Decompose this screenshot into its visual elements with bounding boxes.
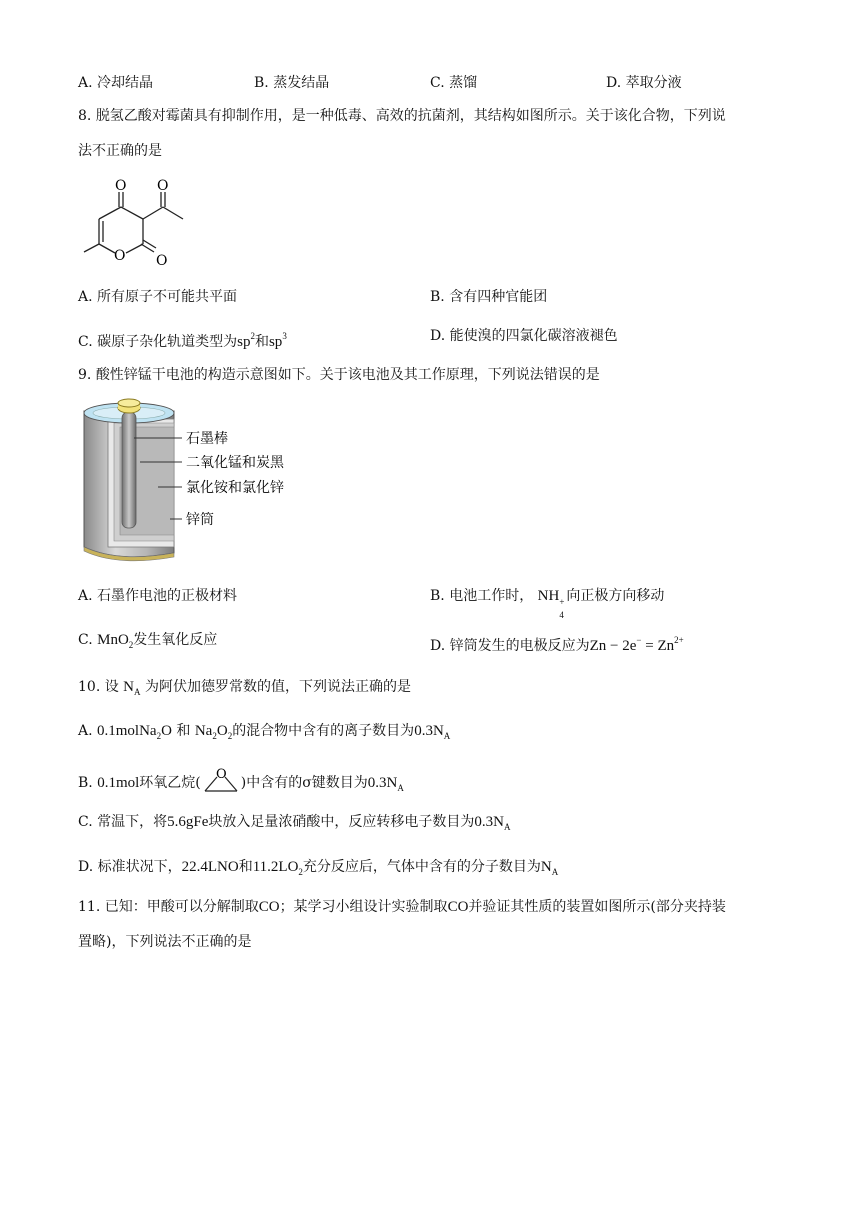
formula-na2o: 0.1molNa$_2$O [97, 723, 172, 741]
q7-option-d [606, 73, 682, 93]
q10-option-c [78, 812, 510, 837]
hybrid-sp2: $sp^2$ [237, 331, 255, 350]
question-number: 10. [78, 679, 101, 695]
question-number: 11. [78, 899, 101, 915]
option-text: 碳原子杂化轨道类型为 [97, 334, 238, 350]
option-text: 能使溴的四氯化碳溶液褪色 [449, 328, 618, 344]
label-zinc-case: 锌筒 [186, 512, 214, 528]
option-text: 环氧乙烷( [139, 775, 201, 791]
volume-o2: $11.2LO_2$ [252, 859, 303, 877]
option-text: 和 [238, 859, 253, 875]
avogadro-symbol: $N_A$ [123, 679, 141, 697]
oxygen-atom: O [115, 178, 127, 194]
option-text: 常温下，将 [97, 814, 168, 830]
option-text: 和 [176, 723, 191, 739]
question-text: 已知：甲酸可以分解制取 [104, 899, 259, 915]
option-text: 的混合物中含有的离子数目为 [232, 723, 415, 739]
option-label: C. [78, 632, 93, 648]
option-text: 冷却结晶 [97, 75, 154, 91]
co-formula: CO [258, 899, 280, 915]
amount: 0.1mol [97, 775, 140, 791]
option-label: B. [78, 775, 93, 791]
q8-option-b [430, 287, 547, 307]
q9-option-c [78, 630, 217, 655]
label-mno2-carbon-black: 二氧化锰和炭黑 [186, 455, 284, 471]
oxygen-atom: O [157, 178, 169, 194]
option-label: C. [430, 75, 445, 91]
dehydroacetic-acid-structure [76, 172, 196, 272]
option-text: 充分反应后，气体中含有的分子数目为 [302, 859, 541, 875]
q7-option-a [78, 73, 153, 93]
q8-option-a [78, 287, 237, 307]
value: $0.3N_A$ [474, 814, 511, 832]
option-label: D. [606, 75, 622, 91]
option-label: D. [430, 328, 446, 344]
electrode-equation: $Zn - 2e^- = Zn^{2+}$ [589, 635, 684, 654]
option-label: A. [78, 588, 93, 604]
q8-option-d [430, 326, 618, 346]
q9-option-a [78, 586, 237, 606]
hybrid-sp3: $sp^3$ [268, 331, 287, 350]
question-text: 脱氢乙酸对霉菌具有抑制作用，是一种低毒、高效的抗菌剂，其结构如图所示。关于该化合物，下列说 [95, 108, 726, 124]
option-text: 所有原子不可能共平面 [97, 289, 238, 305]
option-label: A. [78, 723, 93, 739]
q8-stem-line1 [78, 106, 726, 126]
question-text: 酸性锌锰干电池的构造示意图如下。关于该电池及其工作原理，下列说法错误的是 [95, 367, 600, 383]
mno2-formula: MnO$_2$ [97, 632, 134, 650]
option-text: 蒸发结晶 [273, 75, 330, 91]
option-text: 电池工作时， [449, 588, 534, 604]
option-label: B. [430, 289, 445, 305]
q10-option-b [78, 765, 404, 798]
q9-option-b [430, 586, 665, 620]
oxygen-atom: O [156, 253, 168, 269]
option-text: 含有四种官能团 [449, 289, 548, 305]
ammonium-ion: NH + 4 [537, 588, 565, 620]
option-text: 锌筒发生的电极反应为 [449, 638, 590, 654]
option-text: 向正极方向移动 [566, 588, 665, 604]
option-text: 发生氧化反应 [133, 632, 218, 648]
option-text: 标准状况下， [97, 859, 182, 875]
formula-na2o2: $Na_2O_2$ [194, 723, 233, 741]
zinc-manganese-battery-diagram [78, 397, 318, 565]
option-label: C. [78, 814, 93, 830]
q7-option-b [254, 73, 329, 93]
mass: 5.6gFe [167, 814, 209, 830]
q10-option-a [78, 721, 450, 746]
value: $0.3N_A$ [414, 723, 451, 741]
option-text: 萃取分液 [625, 75, 682, 91]
question-number: 8. [78, 108, 92, 124]
option-text: 石墨作电池的正极材料 [97, 588, 238, 604]
option-label: A. [78, 75, 93, 91]
volume-no: 22.4LNO [181, 859, 239, 875]
option-label: A. [78, 289, 93, 305]
q7-option-c [430, 73, 477, 93]
option-text: 蒸馏 [449, 75, 478, 91]
q11-stem-line2: 置略)，下列说法不正确的是 [78, 934, 252, 950]
q9-option-d [430, 630, 684, 656]
question-text: ；某学习小组设计实验制取 [279, 899, 448, 915]
question-text: 为阿伏加德罗常数的值，下列说法正确的是 [144, 679, 411, 695]
option-label: D. [78, 859, 94, 875]
label-nh4cl-zncl2: 氯化铵和氯化锌 [186, 480, 284, 496]
co-formula: CO [447, 899, 469, 915]
option-label: B. [430, 588, 445, 604]
q8-stem-line2: 法不正确的是 [78, 143, 162, 159]
question-text: 设 [104, 679, 119, 695]
label-graphite-rod: 石墨棒 [186, 431, 228, 447]
q10-option-d [78, 857, 558, 882]
epoxide-ring-structure [201, 765, 241, 795]
option-label: B. [254, 75, 269, 91]
option-text: 块放入足量浓硝酸中，反应转移电子数目为 [208, 814, 475, 830]
option-label: C. [78, 334, 93, 350]
value: $N_A$ [540, 859, 559, 877]
question-text: 并验证其性质的装置如图所示(部分夹持装 [468, 899, 726, 915]
option-text: 和 [254, 334, 269, 350]
option-label: D. [430, 638, 446, 654]
value: $0.3N_A$ [367, 775, 404, 793]
q10-stem [78, 677, 411, 702]
question-number: 9. [78, 367, 92, 383]
q11-stem-line1 [78, 897, 726, 917]
svg-text:O: O [215, 767, 227, 782]
q8-option-c [78, 326, 287, 352]
option-text: )中含有的σ键数目为 [240, 775, 368, 791]
oxygen-atom: O [114, 248, 126, 264]
q9-stem [78, 365, 600, 385]
